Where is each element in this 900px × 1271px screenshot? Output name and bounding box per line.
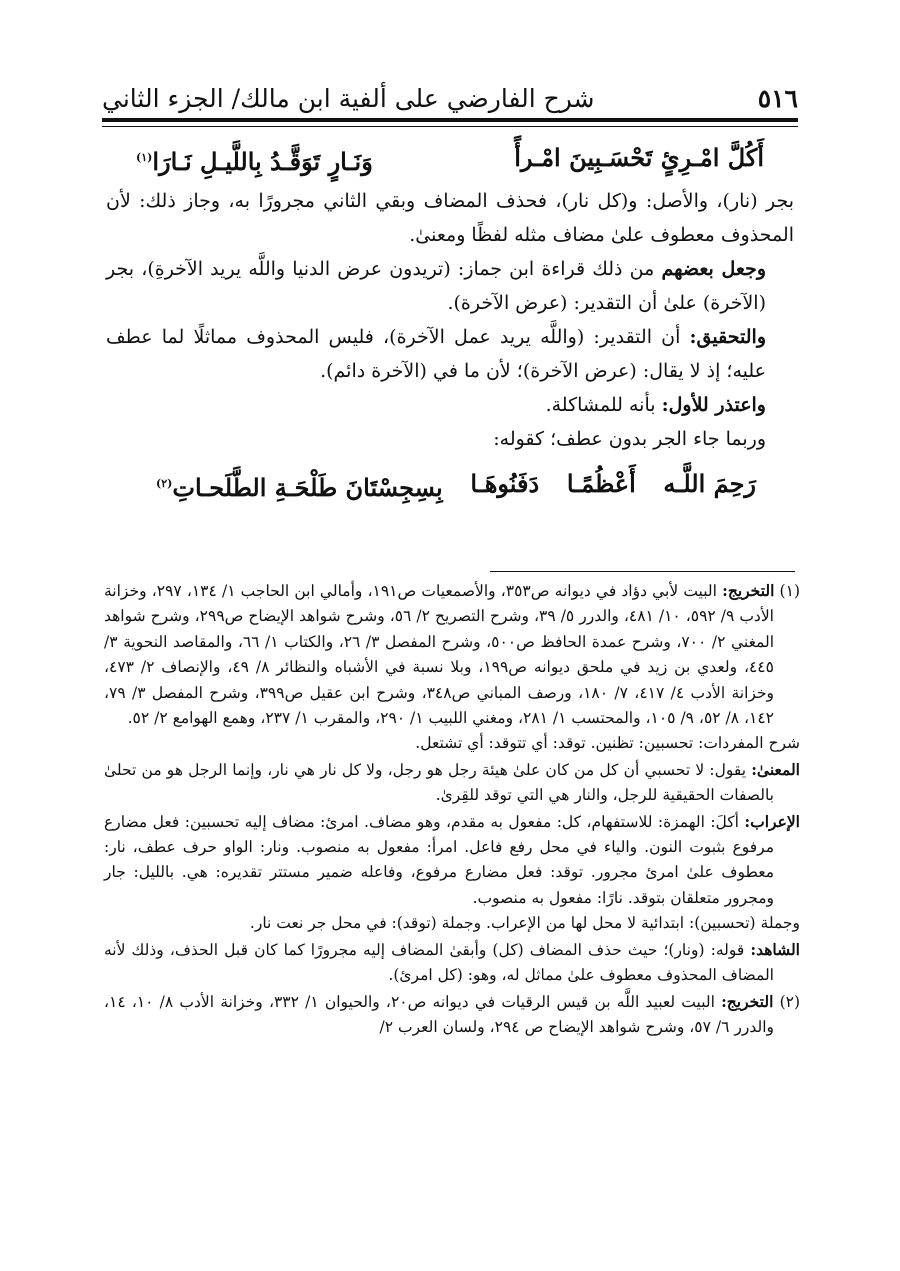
paragraph-4-text: بأنه للمشاكلة. [545, 394, 662, 416]
paragraph-5: وربما جاء الجر بدون عطف؛ كقوله: [493, 428, 766, 450]
page-header [102, 78, 798, 114]
verse-1 [106, 136, 794, 184]
footnote-shahid-text: قوله: (ونار)؛ حيث حذف المضاف (كل) وأبقىٰ المضاف إليه مجرورًا كما كان قبل الحذف، وذلك لأنه المضاف المحذوف معطوف علىٰ مماثل له، وهو: (كل امرئ). [104, 940, 774, 985]
footnote-2-number: (٢) [779, 992, 801, 1011]
verse-1-second-hemistich [136, 136, 373, 184]
footnote-ref-1[interactable]: (١) [136, 151, 153, 164]
paragraph-4 [106, 388, 794, 422]
footnote-irab [104, 809, 800, 912]
paragraph-3 [106, 320, 794, 388]
footnote-2-label: التخريج: [721, 991, 774, 1011]
footnote-meaning-label: المعنىٰ: [751, 759, 800, 779]
header-rule-thick [102, 118, 798, 122]
footnote-separator [490, 571, 795, 572]
footnote-meaning [104, 757, 800, 809]
footnote-shahid [104, 937, 800, 989]
footnote-2-text: البيت لعبيد اللَّه بن قيس الرقيات في ديوانه ص٢٠، والحيوان ١/ ٣٣٢، وخزانة الأدب ٨/ ١٠، ١٤، والدرر ٦/ ٥٧، وشرح شواهد الإيضاح ص ٢٩٤، ولسان العرب ٢/ [104, 992, 774, 1036]
verse-2-word-2: أَعْظُمًـا [566, 469, 636, 498]
footnote-1 [104, 578, 800, 731]
running-title: شرح الفارضي على ألفية ابن مالك/ الجزء الثاني [102, 84, 595, 113]
verse-2 [106, 462, 794, 510]
verse-1-first-hemistich: أَكُلَّ امْـرِئٍ تَحْسَـبِينَ امْـرأً [514, 143, 764, 172]
verse-2-word-4-text: بِسِجِسْتَانَ طَلْحَـةِ الطَّلَحـاتِ [172, 473, 443, 502]
footnote-1-label: التخريج: [722, 581, 775, 600]
page-number: ٥١٦ [757, 84, 798, 113]
footnote-vocab: شرح المفردات: تحسبين: تظنين. توقد: أي تتوقد: أي تشتعل. [415, 734, 800, 753]
paragraph-2-text: من ذلك قراءة ابن جماز: (تريدون عرض الدنيا واللَّه يريد الآخرةِ)، بجر (الآخرة) علىٰ أن التقدير: (عرض الآخرة). [106, 258, 766, 314]
paragraph-1: بجر (نار)، والأصل: و(كل نار)، فحذف المضاف وبقي الثاني مجرورًا به، وجاز ذلك: لأن المحذوف معطوف علىٰ مضاف مثله لفظًا ومعنىٰ. [106, 190, 794, 246]
verse-2-word-1: رَحِمَ اللَّـه [663, 469, 756, 498]
footnote-2 [104, 989, 800, 1041]
paragraph-2-lead: وجعل بعضهم [661, 258, 766, 280]
paragraph-2 [106, 252, 794, 320]
footnote-shahid-label: الشاهد: [750, 939, 800, 959]
paragraph-3-text: أن التقدير: (واللَّه يريد عمل الآخرة)، فليس المحذوف مماثلًا لما عطف عليه؛ إذ لا يقال: (عرض الآخرة)؛ لأن ما في (الآخرة دائم). [106, 326, 766, 382]
paragraph-3-lead: والتحقيق: [689, 326, 766, 348]
footnote-meaning-text: يقول: لا تحسبي أن كل من كان علىٰ هيئة رجل هو رجل، ولا كل نار هي نار، وإنما الرجل هو من تحلىٰ بالصفات الحقيقية للرجل، والنار هي التي توقد للقِرىٰ. [104, 760, 774, 805]
footnote-1-text: البيت لأبي دؤاد في ديوانه ص٣٥٣، والأصمعيات ص١٩١، وأمالي ابن الحاجب ١/ ١٣٤، ٢٩٧، وخزانة الأدب ٩/ ٥٩٢، ١٠/ ٤٨١، والدرر ٥/ ٣٩، وشرح التصريح ٢/ ٥٦، وشرح شواهد الإيضاح ص٢٩٩، وشرح شواهد المغني ٢/ ٧٠٠، وشرح عمدة الحافظ ص٥٠٠، وشرح المفصل ٣/ ٢٦، والكتاب ١/ ٦٦، والمقاصد النحوية ٣/ ٤٤٥، ولعدي بن زيد في ملحق ديوانه ص١٩٩، وبلا نسبة في الأشباه والنظائر ٨/ ٤٩، والإنصاف ٢/ ٤٧٣، وخزانة الأدب ٤/ ٤١٧، ٧/ ١٨٠، ورصف المباني ص٣٤٨، وشرح ابن عقيل ص٣٩٩، وشرح المفصل ٣/ ٧٩، ١٤٢، ٨/ ٥٢، ٩/ ١٠٥، والمحتسب ١/ ٢٨١، ومغني اللبيب ١/ ٢٩٠، والمقرب ١/ ٢٣٧، وهمع الهوامع ٢/ ٥٢. [104, 582, 775, 728]
verse-2-word-3: دَفَنُوهَـا [470, 469, 540, 498]
verse-2-word-4 [156, 462, 443, 510]
verse-1-second-text: وَنَـارٍ تَوَقَّـدُ بِاللَّيـلِ نَـارَا [152, 147, 373, 176]
footnote-irab-text: أكلَ: الهمزة: للاستفهام، كل: مفعول به مقدم، وهو مضاف. امرئ: مضاف إليه تحسبين: فعل مضارع مرفوع بثبوت النون. والياء في محل رفع فاعل. امرأ: مفعول به منصوب. ونار: الواو حرف عطف، نار: معطوف علىٰ امرئ مجرور. توقد: فعل مضارع مرفوع، وفاعله ضمير مستتر تقديره: هي. بالليل: جار ومجرور متعلقان بتوقد. نارًا: مفعول به منصوب. [104, 812, 774, 907]
footnote-ref-2[interactable]: (٢) [156, 477, 173, 490]
footnotes [104, 578, 800, 1040]
paragraph-4-lead: واعتذر للأول: [661, 394, 766, 416]
main-text [106, 136, 794, 510]
header-rule-thin [102, 126, 798, 127]
footnote-irab-label: الإعراب: [744, 811, 800, 831]
footnote-1-number: (١) [779, 582, 800, 600]
footnote-jumla: وجملة (تحسبين): ابتدائية لا محل لها من الإعراب. وجملة (توقد): في محل جر نعت نار. [249, 914, 800, 933]
